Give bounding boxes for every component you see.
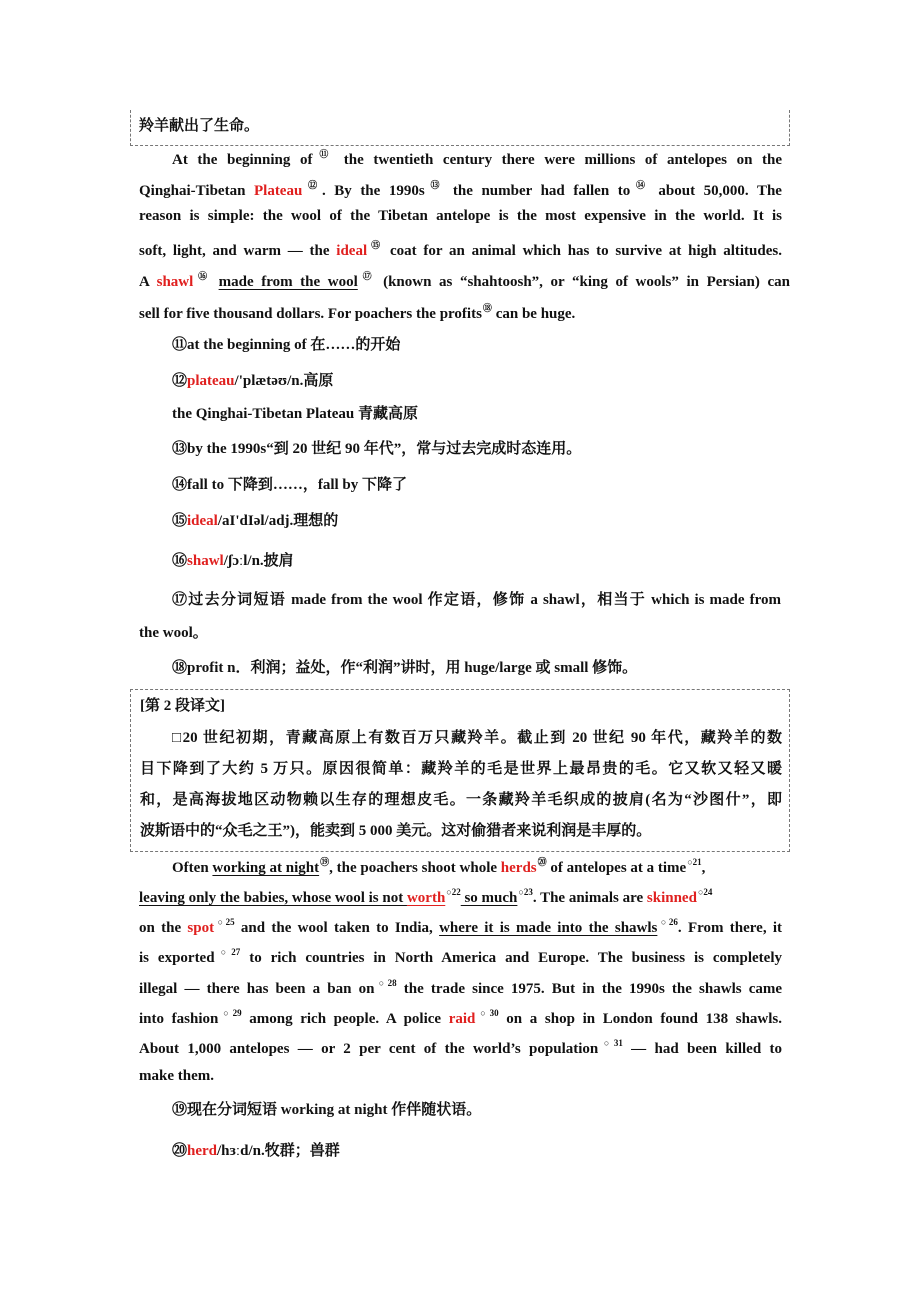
- para1-line-4: soft, light, and warm — the ideal⑮ coat for an animal which has to survive at high altitudes.: [139, 240, 782, 259]
- phrase-made-from-the-wool: made from the wool: [218, 274, 358, 290]
- note-14: ⑭fall to 下降到……，fall by 下降了: [172, 477, 408, 493]
- note-marker: ⑪: [313, 149, 335, 159]
- note-13: ⑬by the 1990s“到 20 世纪 90 年代”，常与过去完成时态连用。: [172, 441, 582, 457]
- para1-line-2: Qinghai-Tibetan Plateau⑫. By the 1990s⑬ the number had fallen to⑭ about 50,000. The: [139, 180, 782, 199]
- translation-line-1: □20 世纪初期，青藏高原上有数百万只藏羚羊。截止到 20 世纪 90 年代，藏羚羊的数: [172, 730, 782, 746]
- note-18: ⑱profit n．利润；益处，作“利润”讲时，用 huge/large 或 small 修饰。: [172, 660, 638, 676]
- translation-box-1-text: 羚羊献出了生命。: [139, 118, 260, 134]
- keyword-herds: herds: [500, 860, 537, 876]
- keyword-worth: worth: [406, 890, 446, 906]
- keyword-shawl: shawl: [156, 274, 194, 290]
- para2-line-1: Often working at night⑲, the poachers shoot whole herds⑳ of antelopes at a time$^{○21}$,: [172, 857, 706, 876]
- para1-line-6: sell for five thousand dollars. For poachers the profits⑱ can be huge.: [139, 303, 576, 322]
- note-16: ⑯shawl/ʃɔːl/n.披肩: [172, 553, 294, 569]
- keyword-ideal: ideal: [336, 243, 368, 259]
- note-12-extra: the Qinghai-Tibetan Plateau 青藏高原: [172, 406, 418, 422]
- note-15: ⑮ideal/aI'dIəl/adj.理想的: [172, 513, 339, 529]
- para2-line-5: illegal — there has been a ban $on^{○28}$ the trade since 1975. But in the 1990s the shawls came: [139, 978, 783, 997]
- keyword-spot: spot: [187, 920, 215, 936]
- translation-line-2: 目下降到了大约 5 万只。原因很简单：藏羚羊的毛是世界上最昂贵的毛。它又软又轻又暖: [140, 761, 782, 777]
- note-11: ⑪at the beginning of 在……的开始: [172, 337, 401, 353]
- para2-line-7: About 1,000 antelopes — or 2 per cent of the world’s population$^{○31}$ — had been killed to: [139, 1038, 783, 1057]
- note-12: ⑫plateau/'plætəʊ/n.高原: [172, 373, 334, 389]
- translation-box-2: [130, 689, 790, 852]
- translation-line-4: 波斯语中的“众毛之王”)，能卖到 5 000 美元。这对偷猎者来说利润是丰厚的。: [140, 823, 652, 839]
- translation-title: [第 2 段译文]: [140, 698, 225, 714]
- note-17-cont: the wool。: [139, 625, 208, 641]
- para2-line-3: on the spot$^{○25}$ and the wool taken to India, where it is made into the shawls$^{○26}$. From there, it: [139, 917, 783, 936]
- para2-line-8: make them.: [139, 1068, 214, 1084]
- translation-line-3: 和，是高海拔地区动物赖以生存的理想皮毛。一条藏羚羊毛织成的披肩(名为“沙图什”，即: [140, 792, 782, 808]
- keyword-skinned: skinned: [646, 890, 697, 906]
- translation-box-1: [130, 110, 790, 146]
- para2-line-6: into fashion$^{○29}$ among rich people. A police raid$^{○30}$ on a shop in London found 138 shawls.: [139, 1008, 782, 1027]
- para1-line-5: A shawl⑯ made from the wool⑰ (known as “shahtoosh”, or “king of wools” in Persian) can: [139, 271, 790, 290]
- para2-line-4: is exported$^{○27}$ to rich countries in North America and Europe. The business is completely: [139, 947, 782, 966]
- note-20: ⑳herd/hɜːd/n.牧群；兽群: [172, 1143, 340, 1159]
- keyword-raid: raid: [448, 1011, 476, 1027]
- note-19: ⑲现在分词短语 working at night 作伴随状语。: [172, 1102, 482, 1118]
- note-17: ⑰过去分词短语 made from the wool 作定语，修饰 a shawl，相当于 which is made from: [172, 592, 781, 608]
- para1-line-3: reason is simple: the wool of the Tibetan antelope is the most expensive in the world. It is: [139, 208, 782, 224]
- keyword-plateau: Plateau: [253, 183, 303, 199]
- para2-line-2: leaving only the babies, whose wool is not worth$^{○22}$ so much$^{○23}$. The animals are skinned$^{○24}$: [139, 887, 713, 906]
- para1-line-1: At the beginning of⑪ the twentieth century there were millions of antelopes on the: [172, 149, 782, 168]
